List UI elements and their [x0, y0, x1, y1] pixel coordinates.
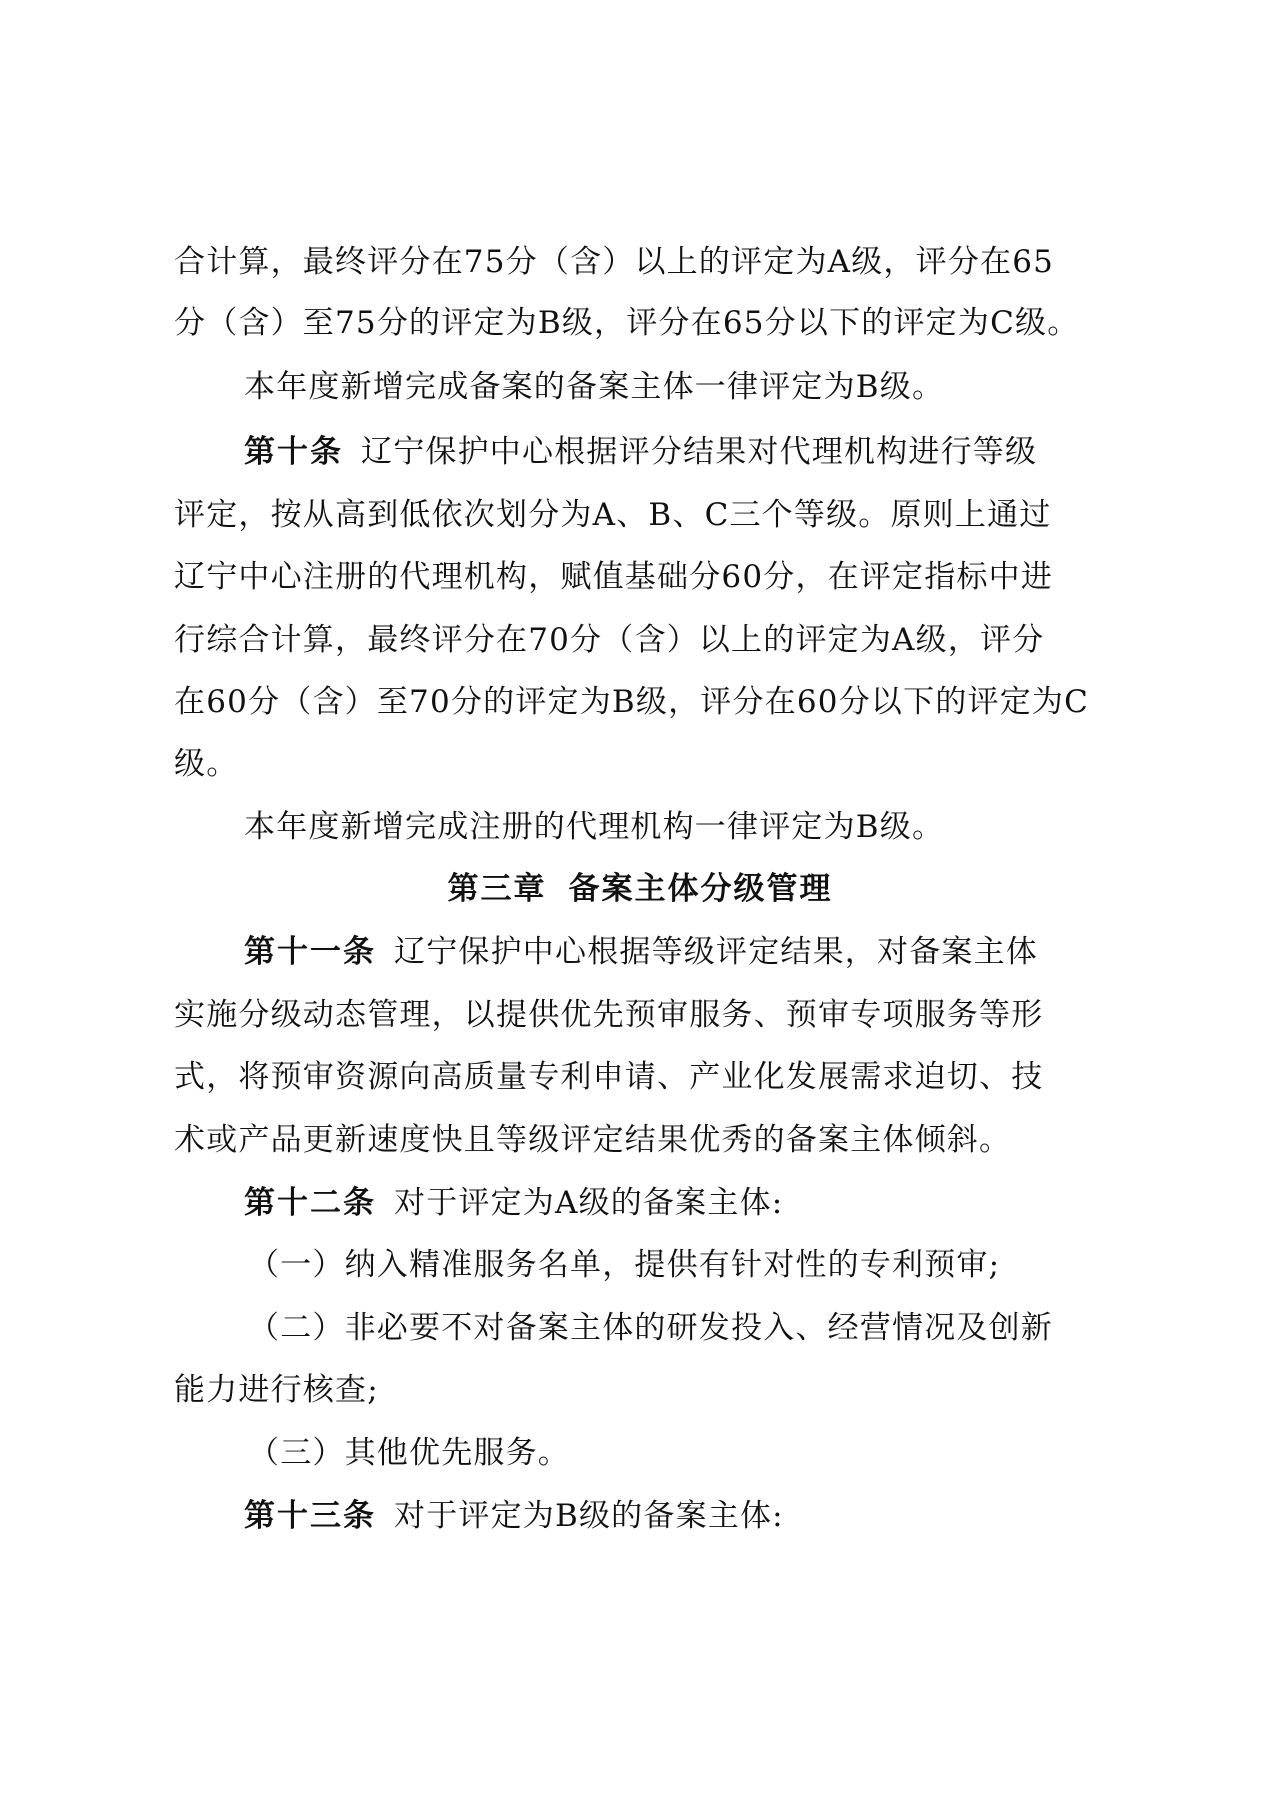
article-12-title: 第十二条: [244, 1185, 376, 1221]
text-line-content: 级。: [174, 746, 239, 782]
article-12-first-line: [244, 1178, 1184, 1228]
article-11-title: 第十一条: [244, 934, 376, 970]
text-line: [174, 490, 1114, 540]
text-line-content: 实施分级动态管理，以提供优先预审服务、预审专项服务等形: [174, 997, 1044, 1033]
article-13-first-line: [244, 1491, 1184, 1541]
list-item: [248, 1428, 1188, 1478]
text-line-content: 评定，按从高到低依次划分为A、B、C三个等级。原则上通过: [174, 497, 1052, 533]
text-line-content: 辽宁中心注册的代理机构，赋值基础分60分，在评定指标中进: [174, 559, 1054, 595]
chapter-heading: [0, 864, 1280, 914]
text-line: [174, 677, 1114, 727]
chapter-number: 第三章: [447, 871, 547, 907]
text-line: [174, 1115, 1114, 1165]
text-line-content: （二）非必要不对备案主体的研发投入、经营情况及创新: [248, 1310, 1053, 1346]
article-11-first-line: [244, 927, 1184, 977]
text-line-content: 本年度新增完成备案的备案主体一律评定为B级。: [244, 369, 945, 405]
text-line: [174, 1365, 1114, 1415]
text-line: [244, 362, 1184, 412]
list-item: [248, 1240, 1188, 1290]
text-line-content: （三）其他优先服务。: [248, 1435, 570, 1471]
text-line-content: 能力进行核查;: [174, 1372, 379, 1408]
text-line: [174, 298, 1114, 348]
text-line-content: 对于评定为B级的备案主体:: [394, 1498, 784, 1534]
list-item: [248, 1303, 1188, 1353]
article-13-title: 第十三条: [244, 1498, 376, 1534]
text-line: [174, 237, 1114, 287]
text-line: [244, 802, 1184, 852]
text-line-content: 分（含）至75分的评定为B级，评分在65分以下的评定为C级。: [174, 305, 1080, 341]
text-line-content: 辽宁保护中心根据等级评定结果，对备案主体: [394, 934, 1038, 970]
text-line-content: 合计算，最终评分在75分（含）以上的评定为A级，评分在65: [174, 244, 1055, 280]
text-line-content: 本年度新增完成注册的代理机构一律评定为B级。: [244, 809, 945, 845]
article-10-first-line: [244, 427, 1184, 477]
text-line-content: （一）纳入精准服务名单，提供有针对性的专利预审;: [248, 1247, 1001, 1283]
text-line: [174, 990, 1114, 1040]
text-line: [174, 552, 1114, 602]
text-line-content: 在60分（含）至70分的评定为B级，评分在60分以下的评定为C: [174, 684, 1090, 720]
text-line: [174, 739, 1114, 789]
text-line-content: 行综合计算，最终评分在70分（含）以上的评定为A级，评分: [174, 622, 1045, 658]
text-line-content: 对于评定为A级的备案主体:: [394, 1185, 784, 1221]
text-line: [174, 615, 1114, 665]
text-line: [174, 1052, 1114, 1102]
article-10-title: 第十条: [244, 434, 343, 470]
text-line-content: 术或产品更新速度快且等级评定结果优秀的备案主体倾斜。: [174, 1122, 1012, 1158]
text-line-content: 式，将预审资源向高质量专利申请、产业化发展需求迫切、技: [174, 1059, 1044, 1095]
chapter-title: 备案主体分级管理: [568, 871, 833, 907]
text-line-content: 辽宁保护中心根据评分结果对代理机构进行等级: [361, 434, 1038, 470]
